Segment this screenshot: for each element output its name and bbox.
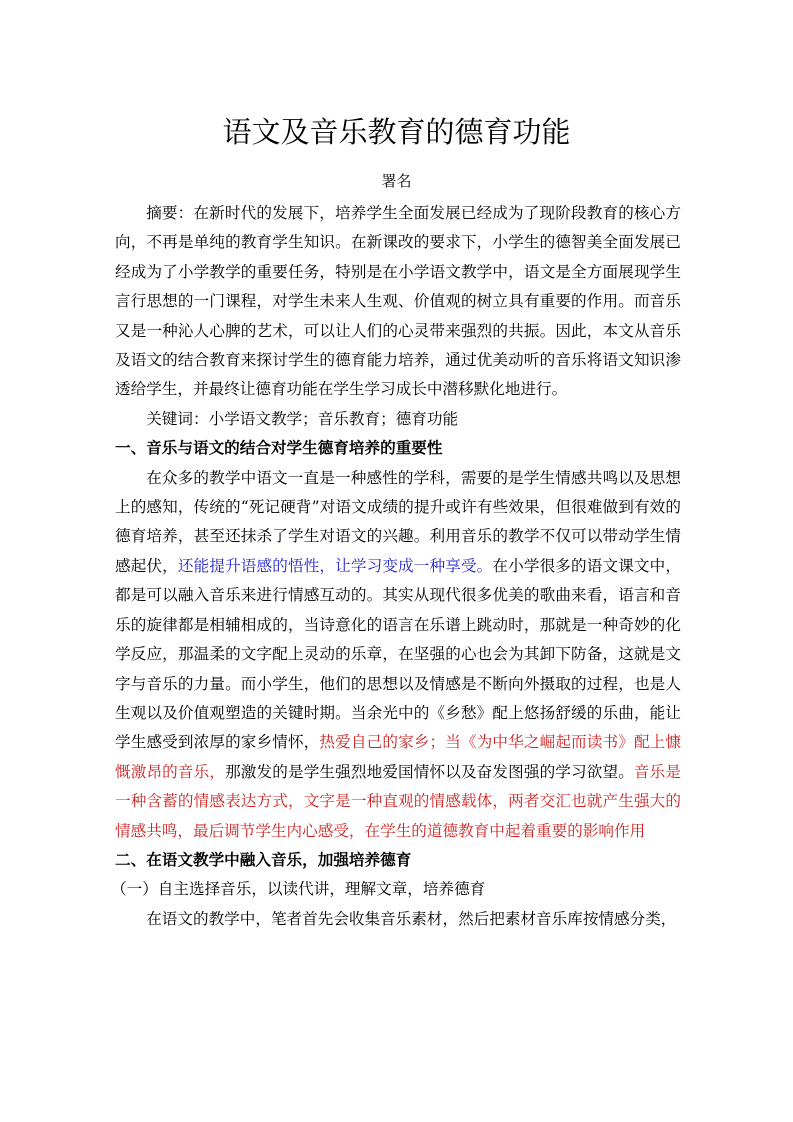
section-1-paragraph: [115, 464, 681, 846]
text-run: 那激发的是学生强烈地爱国情怀以及奋发图强的学习欲望。: [225, 762, 634, 781]
highlighted-text-red: 热爱自己的家乡；当《为中华之崛起而读书》配上慷慨激昂的音乐，: [115, 733, 681, 781]
section-2-heading: 二、在语文教学中融入音乐，加强培养德育: [115, 850, 412, 869]
text-run: 在众多的教学中语文一直是一种感性的学科，需要的是学生情感共鸣以及思想上的感知，传统的“死记硬背”对语文成绩的提升或许有些效果，但很难做到有效的德育培养，甚至还抹杀了学生对语文的兴趣。利用音乐的教学不仅可以带动学生情感起伏，: [115, 468, 681, 575]
section-2-paragraph: 在语文的教学中，笔者首先会收集音乐素材，然后把素材音乐库按情感分类，: [146, 909, 677, 928]
abstract-paragraph: 摘要：在新时代的发展下，培养学生全面发展已经成为了现阶段教育的核心方向，不再是单纯的教育学生知识。在新课改的要求下，小学生的德智美全面发展已经成为了小学教学的重要任务，特别是在小学语文教学中，语文是全方面展现学生言行思想的一门课程，对学生未来人生观、价值观的树立具有重要的作用。而音乐又是一种沁人心脾的艺术，可以让人们的心灵带来强烈的共振。因此，本文从音乐及语文的结合教育来探讨学生的德育能力培养，通过优美动听的音乐将语文知识渗透给学生，并最终让德育功能在学生学习成长中潜移默化地进行。: [115, 204, 681, 399]
section-1-heading: 一、音乐与语文的结合对学生德育培养的重要性: [115, 439, 443, 458]
document-body: [111, 199, 681, 934]
keywords-paragraph: 关键词：小学语文教学；音乐教育；德育功能: [146, 409, 459, 428]
document-title: 语文及音乐教育的德育功能: [222, 115, 571, 149]
text-run: 在小学很多的语文课文中，都是可以融入音乐来进行情感互动的。其实从现代很多优美的歌曲来看，语言和音乐的旋律都是相辅相成的，当诗意化的语言在乐谱上跳动时，那就是一种奇妙的化学反应，那温柔的文字配上灵动的乐章，在坚强的心也会为其卸下防备，这就是文字与音乐的力量。而小学生，他们的思想以及情感是不断向外摄取的过程，也是人生观以及价值观塑造的关键时期。当余光中的《乡愁》配上悠扬舒缓的乐曲，能让学生感受到浓厚的家乡情怀，: [115, 556, 681, 752]
subsection-1-heading: （一）自主选择音乐，以读代讲，理解文章，培养德育: [111, 880, 486, 899]
author-line: 署名: [381, 172, 412, 190]
highlighted-text-blue: 还能提升语感的悟性，让学习变成一种享受。: [177, 556, 493, 575]
highlighted-text-red: 音乐是一种含蓄的情感表达方式，文字是一种直观的情感载体，两者交汇也就产生强大的情感共鸣，最后调节学生内心感受，在学生的道德教育中起着重要的影响作用: [115, 762, 681, 840]
